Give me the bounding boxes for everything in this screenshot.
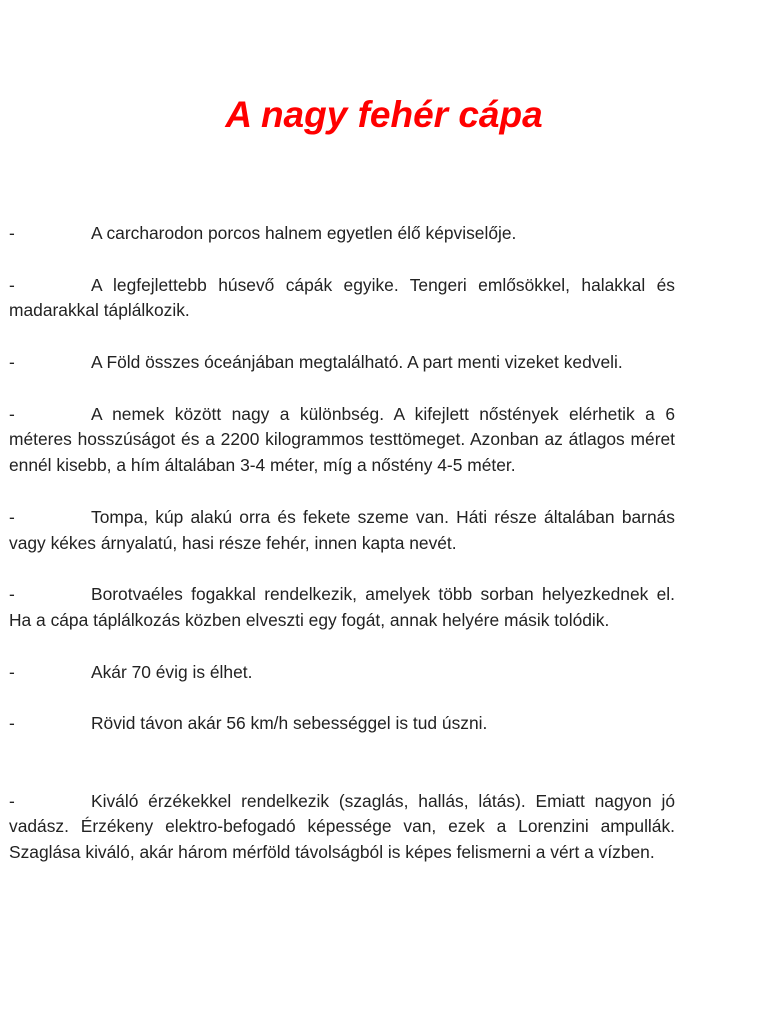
list-item: [9, 789, 675, 866]
list-item: [9, 660, 675, 686]
list-item-text: Rövid távon akár 56 km/h sebességgel is tud úszni.: [91, 713, 488, 734]
page-title: A nagy fehér cápa: [225, 94, 543, 135]
list-item: [9, 402, 675, 479]
bullet-dash: -: [9, 506, 15, 527]
list-item: [9, 505, 675, 557]
bullet-dash: -: [9, 584, 15, 605]
list-item-text: A carcharodon porcos halnem egyetlen élő képviselője.: [91, 223, 517, 243]
bullet-dash: -: [9, 713, 15, 734]
list-item-text: A nemek között nagy a különbség. A kifejlett nőstények elérhetik a 6 méteres hosszúságot és a 2200 kilogrammos testtömeget. Azonban az átlagos méret ennél kisebb, a hím általában 3-4 méter, míg a nőstény 4-5 méter.: [9, 403, 675, 476]
bullet-list: [9, 221, 675, 866]
list-item-text: A legfejlettebb húsevő cápák egyike. Tengeri emlősökkel, halakkal és madarakkal táplálkozik.: [9, 274, 675, 321]
list-item: [9, 273, 675, 325]
list-item: [9, 711, 675, 737]
list-item-text: Kiváló érzékekkel rendelkezik (szaglás, hallás, látás). Emiatt nagyon jó vadász. Érzékeny elektro-befogadó képessége van, ezek a Lorenzini ampullák. Szaglása kiváló, akár három mérföld távolságból is képes felismerni a vért a vízben.: [9, 790, 675, 863]
list-item: [9, 350, 675, 376]
list-item-text: Akár 70 évig is élhet.: [91, 661, 253, 682]
list-item-text: Tompa, kúp alakú orra és fekete szeme van. Háti része általában barnás vagy kékes árnyalatú, hasi része fehér, innen kapta nevét.: [9, 506, 675, 553]
bullet-dash: -: [9, 274, 15, 295]
list-item: [9, 582, 675, 634]
list-item: [9, 221, 675, 247]
list-item-text: Borotvaéles fogakkal rendelkezik, amelyek több sorban helyezkednek el. Ha a cápa táplálkozás közben elveszti egy fogát, annak helyére másik tolódik.: [9, 584, 675, 630]
list-item-text: A Föld összes óceánjában megtalálható. A part menti vizeket kedveli.: [91, 351, 623, 372]
bullet-dash: -: [9, 790, 15, 811]
bullet-dash: -: [9, 661, 15, 682]
bullet-dash: -: [9, 351, 15, 372]
bullet-dash: -: [9, 403, 15, 424]
bullet-dash: -: [9, 223, 15, 243]
